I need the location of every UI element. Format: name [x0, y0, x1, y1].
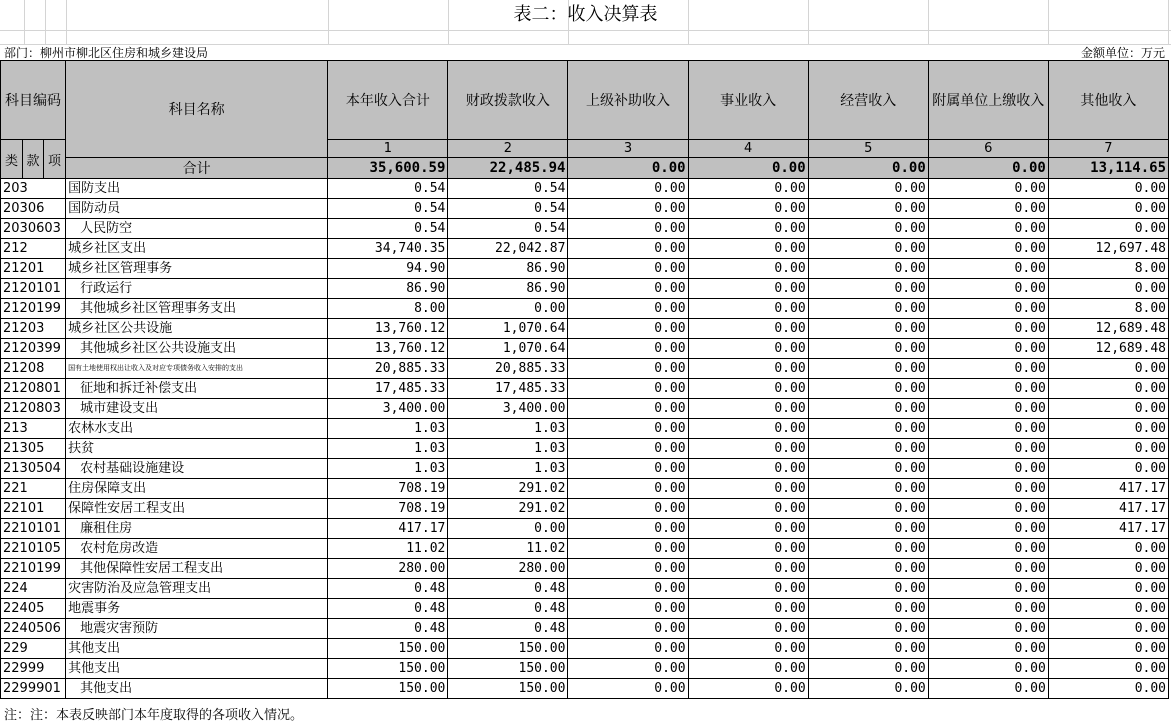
- row-value-1: 8.00: [328, 299, 448, 319]
- row-code: 2210105: [1, 539, 66, 559]
- row-name: 行政运行: [66, 279, 328, 299]
- row-value-6: 0.00: [928, 339, 1048, 359]
- table-body: [1, 179, 1169, 699]
- row-value-3: 0.00: [568, 479, 688, 499]
- total-label: 合计: [66, 158, 328, 179]
- row-value-2: 0.00: [448, 299, 568, 319]
- row-code: 2030603: [1, 219, 66, 239]
- table-row: [1, 579, 1169, 599]
- row-code: 224: [1, 579, 66, 599]
- row-code: 22999: [1, 659, 66, 679]
- table-row: [1, 379, 1169, 399]
- row-value-3: 0.00: [568, 219, 688, 239]
- table-row: [1, 499, 1169, 519]
- row-value-1: 11.02: [328, 539, 448, 559]
- row-value-2: 1,070.64: [448, 339, 568, 359]
- row-value-1: 0.48: [328, 579, 448, 599]
- row-value-6: 0.00: [928, 419, 1048, 439]
- row-code: 213: [1, 419, 66, 439]
- header-col-6: 附属单位上缴收入: [928, 61, 1048, 140]
- table-row: [1, 219, 1169, 239]
- row-value-6: 0.00: [928, 579, 1048, 599]
- row-value-7: 0.00: [1048, 379, 1168, 399]
- row-name: 地震事务: [66, 599, 328, 619]
- row-value-4: 0.00: [688, 579, 808, 599]
- row-value-2: 150.00: [448, 659, 568, 679]
- row-value-1: 150.00: [328, 679, 448, 699]
- col-number-1: 1: [328, 140, 448, 158]
- row-value-7: 417.17: [1048, 519, 1168, 539]
- row-value-5: 0.00: [808, 599, 928, 619]
- row-code: 2240506: [1, 619, 66, 639]
- row-value-3: 0.00: [568, 279, 688, 299]
- table-row: [1, 359, 1169, 379]
- row-value-4: 0.00: [688, 259, 808, 279]
- total-value-7: 13,114.65: [1048, 158, 1168, 179]
- row-value-7: 0.00: [1048, 639, 1168, 659]
- row-value-7: 0.00: [1048, 179, 1168, 199]
- row-value-2: 0.48: [448, 619, 568, 639]
- row-name: 廉租住房: [66, 519, 328, 539]
- row-code: 22405: [1, 599, 66, 619]
- row-value-5: 0.00: [808, 299, 928, 319]
- row-value-7: 0.00: [1048, 359, 1168, 379]
- table-row: [1, 199, 1169, 219]
- row-code: 2120199: [1, 299, 66, 319]
- row-value-2: 291.02: [448, 499, 568, 519]
- row-value-6: 0.00: [928, 599, 1048, 619]
- row-value-4: 0.00: [688, 379, 808, 399]
- table-row: [1, 439, 1169, 459]
- row-value-6: 0.00: [928, 279, 1048, 299]
- row-value-1: 0.54: [328, 199, 448, 219]
- row-value-4: 0.00: [688, 679, 808, 699]
- row-value-5: 0.00: [808, 399, 928, 419]
- row-value-5: 0.00: [808, 259, 928, 279]
- row-value-2: 150.00: [448, 679, 568, 699]
- row-value-6: 0.00: [928, 179, 1048, 199]
- row-value-5: 0.00: [808, 579, 928, 599]
- row-name: 农林水支出: [66, 419, 328, 439]
- row-name: 其他支出: [66, 639, 328, 659]
- row-code: 21208: [1, 359, 66, 379]
- row-value-6: 0.00: [928, 439, 1048, 459]
- row-value-7: 0.00: [1048, 459, 1168, 479]
- row-value-3: 0.00: [568, 339, 688, 359]
- row-value-7: 0.00: [1048, 279, 1168, 299]
- total-value-1: 35,600.59: [328, 158, 448, 179]
- row-value-7: 12,697.48: [1048, 239, 1168, 259]
- row-value-3: 0.00: [568, 299, 688, 319]
- row-value-7: 0.00: [1048, 659, 1168, 679]
- header-name: 科目名称: [66, 61, 328, 158]
- row-value-3: 0.00: [568, 579, 688, 599]
- row-value-1: 13,760.12: [328, 319, 448, 339]
- row-name: 城乡社区公共设施: [66, 319, 328, 339]
- row-value-2: 1,070.64: [448, 319, 568, 339]
- row-value-3: 0.00: [568, 559, 688, 579]
- row-name: 城市建设支出: [66, 399, 328, 419]
- row-name: 其他城乡社区公共设施支出: [66, 339, 328, 359]
- header-col-3: 上级补助收入: [568, 61, 688, 140]
- col-number-4: 4: [688, 140, 808, 158]
- row-value-6: 0.00: [928, 499, 1048, 519]
- row-value-5: 0.00: [808, 219, 928, 239]
- table-row: [1, 299, 1169, 319]
- total-value-6: 0.00: [928, 158, 1048, 179]
- row-code: 221: [1, 479, 66, 499]
- row-value-2: 291.02: [448, 479, 568, 499]
- row-value-2: 0.00: [448, 519, 568, 539]
- row-value-1: 34,740.35: [328, 239, 448, 259]
- row-value-1: 417.17: [328, 519, 448, 539]
- footnote: 注：注：本表反映部门本年度取得的各项收入情况。: [4, 708, 304, 723]
- row-code: 21201: [1, 259, 66, 279]
- row-value-7: 0.00: [1048, 619, 1168, 639]
- row-code: 21203: [1, 319, 66, 339]
- table-row: [1, 239, 1169, 259]
- total-value-2: 22,485.94: [448, 158, 568, 179]
- row-value-6: 0.00: [928, 399, 1048, 419]
- row-value-7: 0.00: [1048, 679, 1168, 699]
- header-code: 科目编码: [1, 61, 66, 140]
- header-lei: 类: [1, 140, 23, 179]
- row-value-4: 0.00: [688, 199, 808, 219]
- row-value-2: 1.03: [448, 459, 568, 479]
- row-value-7: 0.00: [1048, 399, 1168, 419]
- row-value-4: 0.00: [688, 179, 808, 199]
- row-value-4: 0.00: [688, 599, 808, 619]
- row-value-1: 0.48: [328, 619, 448, 639]
- row-name: 住房保障支出: [66, 479, 328, 499]
- row-value-6: 0.00: [928, 259, 1048, 279]
- row-value-1: 708.19: [328, 499, 448, 519]
- row-value-2: 86.90: [448, 279, 568, 299]
- row-value-4: 0.00: [688, 359, 808, 379]
- row-value-2: 20,885.33: [448, 359, 568, 379]
- row-value-3: 0.00: [568, 459, 688, 479]
- row-value-2: 0.54: [448, 199, 568, 219]
- row-value-1: 150.00: [328, 639, 448, 659]
- table-row: [1, 179, 1169, 199]
- row-value-2: 0.54: [448, 219, 568, 239]
- row-value-1: 0.48: [328, 599, 448, 619]
- row-value-5: 0.00: [808, 199, 928, 219]
- row-name: 其他城乡社区管理事务支出: [66, 299, 328, 319]
- row-name: 国防支出: [66, 179, 328, 199]
- header-col-4: 事业收入: [688, 61, 808, 140]
- row-value-3: 0.00: [568, 439, 688, 459]
- row-value-3: 0.00: [568, 359, 688, 379]
- row-value-6: 0.00: [928, 359, 1048, 379]
- row-value-5: 0.00: [808, 339, 928, 359]
- row-value-1: 1.03: [328, 419, 448, 439]
- header-col-5: 经营收入: [808, 61, 928, 140]
- row-value-4: 0.00: [688, 659, 808, 679]
- table-row: [1, 639, 1169, 659]
- total-value-3: 0.00: [568, 158, 688, 179]
- row-value-5: 0.00: [808, 279, 928, 299]
- row-value-3: 0.00: [568, 179, 688, 199]
- row-name: 城乡社区管理事务: [66, 259, 328, 279]
- row-value-4: 0.00: [688, 219, 808, 239]
- row-value-2: 22,042.87: [448, 239, 568, 259]
- row-code: 2120803: [1, 399, 66, 419]
- row-value-1: 3,400.00: [328, 399, 448, 419]
- row-value-1: 20,885.33: [328, 359, 448, 379]
- row-value-2: 280.00: [448, 559, 568, 579]
- table-row: [1, 559, 1169, 579]
- row-value-5: 0.00: [808, 319, 928, 339]
- row-value-2: 3,400.00: [448, 399, 568, 419]
- row-value-5: 0.00: [808, 499, 928, 519]
- income-table: [0, 60, 1169, 699]
- row-value-3: 0.00: [568, 619, 688, 639]
- row-value-4: 0.00: [688, 459, 808, 479]
- unit-label: 金额单位：万元: [1080, 46, 1165, 60]
- row-value-2: 11.02: [448, 539, 568, 559]
- row-value-6: 0.00: [928, 379, 1048, 399]
- row-code: 2120101: [1, 279, 66, 299]
- row-value-5: 0.00: [808, 619, 928, 639]
- row-value-1: 13,760.12: [328, 339, 448, 359]
- table-row: [1, 479, 1169, 499]
- row-value-1: 17,485.33: [328, 379, 448, 399]
- row-value-5: 0.00: [808, 179, 928, 199]
- row-name: 扶贫: [66, 439, 328, 459]
- row-value-2: 86.90: [448, 259, 568, 279]
- row-value-5: 0.00: [808, 659, 928, 679]
- table-row: [1, 399, 1169, 419]
- header-col-1: 本年收入合计: [328, 61, 448, 140]
- col-number-7: 7: [1048, 140, 1168, 158]
- row-value-3: 0.00: [568, 379, 688, 399]
- row-value-7: 417.17: [1048, 499, 1168, 519]
- row-value-5: 0.00: [808, 679, 928, 699]
- row-value-6: 0.00: [928, 479, 1048, 499]
- row-value-6: 0.00: [928, 559, 1048, 579]
- row-value-4: 0.00: [688, 639, 808, 659]
- row-value-4: 0.00: [688, 479, 808, 499]
- row-value-1: 708.19: [328, 479, 448, 499]
- row-value-5: 0.00: [808, 519, 928, 539]
- row-name: 保障性安居工程支出: [66, 499, 328, 519]
- row-value-7: 0.00: [1048, 439, 1168, 459]
- row-code: 2210101: [1, 519, 66, 539]
- row-value-2: 17,485.33: [448, 379, 568, 399]
- row-value-5: 0.00: [808, 539, 928, 559]
- row-value-6: 0.00: [928, 659, 1048, 679]
- row-value-1: 0.54: [328, 219, 448, 239]
- row-value-5: 0.00: [808, 239, 928, 259]
- table-row: [1, 679, 1169, 699]
- row-value-6: 0.00: [928, 539, 1048, 559]
- row-value-4: 0.00: [688, 499, 808, 519]
- row-code: 2299901: [1, 679, 66, 699]
- row-value-6: 0.00: [928, 459, 1048, 479]
- table-row: [1, 599, 1169, 619]
- department-label: 部门：柳州市柳北区住房和城乡建设局: [4, 46, 209, 60]
- row-value-6: 0.00: [928, 519, 1048, 539]
- row-value-2: 150.00: [448, 639, 568, 659]
- row-value-1: 1.03: [328, 459, 448, 479]
- table-row: [1, 279, 1169, 299]
- row-value-2: 0.54: [448, 179, 568, 199]
- row-code: 21305: [1, 439, 66, 459]
- col-number-5: 5: [808, 140, 928, 158]
- row-value-7: 0.00: [1048, 219, 1168, 239]
- row-name: 其他支出: [66, 659, 328, 679]
- row-value-5: 0.00: [808, 639, 928, 659]
- row-value-6: 0.00: [928, 639, 1048, 659]
- row-value-3: 0.00: [568, 499, 688, 519]
- row-value-6: 0.00: [928, 299, 1048, 319]
- row-name: 人民防空: [66, 219, 328, 239]
- table-row: [1, 259, 1169, 279]
- total-row: [1, 158, 1169, 179]
- row-value-7: 8.00: [1048, 259, 1168, 279]
- row-value-3: 0.00: [568, 679, 688, 699]
- row-value-2: 0.48: [448, 579, 568, 599]
- row-value-3: 0.00: [568, 199, 688, 219]
- row-value-5: 0.00: [808, 559, 928, 579]
- row-value-7: 8.00: [1048, 299, 1168, 319]
- row-value-7: 0.00: [1048, 419, 1168, 439]
- row-code: 203: [1, 179, 66, 199]
- row-value-4: 0.00: [688, 619, 808, 639]
- row-value-7: 0.00: [1048, 199, 1168, 219]
- row-value-6: 0.00: [928, 239, 1048, 259]
- row-code: 2130504: [1, 459, 66, 479]
- row-value-1: 0.54: [328, 179, 448, 199]
- row-code: 22101: [1, 499, 66, 519]
- row-value-4: 0.00: [688, 519, 808, 539]
- row-value-7: 0.00: [1048, 559, 1168, 579]
- table-row: [1, 539, 1169, 559]
- header-col-2: 财政拨款收入: [448, 61, 568, 140]
- row-value-3: 0.00: [568, 639, 688, 659]
- row-value-3: 0.00: [568, 659, 688, 679]
- col-number-6: 6: [928, 140, 1048, 158]
- table-row: [1, 339, 1169, 359]
- row-value-4: 0.00: [688, 339, 808, 359]
- row-value-1: 1.03: [328, 439, 448, 459]
- row-value-5: 0.00: [808, 419, 928, 439]
- row-value-5: 0.00: [808, 439, 928, 459]
- row-name: 其他保障性安居工程支出: [66, 559, 328, 579]
- row-name: 地震灾害预防: [66, 619, 328, 639]
- row-name: 国有土地使用权出让收入及对应专项债务收入安排的支出: [66, 359, 328, 379]
- row-name: 城乡社区支出: [66, 239, 328, 259]
- row-value-5: 0.00: [808, 479, 928, 499]
- row-value-5: 0.00: [808, 459, 928, 479]
- header-kuan: 款: [23, 140, 44, 179]
- row-value-7: 0.00: [1048, 599, 1168, 619]
- table-row: [1, 459, 1169, 479]
- row-value-7: 0.00: [1048, 539, 1168, 559]
- header-col-7: 其他收入: [1048, 61, 1168, 140]
- row-value-1: 94.90: [328, 259, 448, 279]
- row-value-3: 0.00: [568, 419, 688, 439]
- row-value-6: 0.00: [928, 219, 1048, 239]
- row-value-3: 0.00: [568, 239, 688, 259]
- row-value-4: 0.00: [688, 539, 808, 559]
- row-value-4: 0.00: [688, 239, 808, 259]
- row-value-7: 417.17: [1048, 479, 1168, 499]
- row-value-6: 0.00: [928, 319, 1048, 339]
- row-value-7: 12,689.48: [1048, 319, 1168, 339]
- table-row: [1, 619, 1169, 639]
- row-value-4: 0.00: [688, 559, 808, 579]
- total-value-4: 0.00: [688, 158, 808, 179]
- row-value-4: 0.00: [688, 299, 808, 319]
- row-value-1: 86.90: [328, 279, 448, 299]
- table-row: [1, 659, 1169, 679]
- row-value-6: 0.00: [928, 199, 1048, 219]
- header-row: [1, 61, 1169, 140]
- row-name: 其他支出: [66, 679, 328, 699]
- col-number-3: 3: [568, 140, 688, 158]
- row-code: 2120399: [1, 339, 66, 359]
- row-value-3: 0.00: [568, 319, 688, 339]
- table-row: [1, 319, 1169, 339]
- row-value-1: 280.00: [328, 559, 448, 579]
- row-value-3: 0.00: [568, 399, 688, 419]
- row-value-4: 0.00: [688, 279, 808, 299]
- page-title: 表二：收入决算表: [513, 4, 658, 25]
- row-value-2: 0.48: [448, 599, 568, 619]
- row-value-4: 0.00: [688, 439, 808, 459]
- row-value-5: 0.00: [808, 379, 928, 399]
- header-xiang: 项: [44, 140, 66, 179]
- row-code: 2210199: [1, 559, 66, 579]
- row-code: 2120801: [1, 379, 66, 399]
- row-value-3: 0.00: [568, 259, 688, 279]
- row-name: 农村危房改造: [66, 539, 328, 559]
- row-name: 征地和拆迁补偿支出: [66, 379, 328, 399]
- table-row: [1, 419, 1169, 439]
- row-name: 灾害防治及应急管理支出: [66, 579, 328, 599]
- row-value-3: 0.00: [568, 519, 688, 539]
- row-code: 20306: [1, 199, 66, 219]
- row-value-4: 0.00: [688, 419, 808, 439]
- row-code: 212: [1, 239, 66, 259]
- row-name: 农村基础设施建设: [66, 459, 328, 479]
- row-value-4: 0.00: [688, 399, 808, 419]
- row-value-2: 1.03: [448, 439, 568, 459]
- col-number-2: 2: [448, 140, 568, 158]
- row-value-7: 12,689.48: [1048, 339, 1168, 359]
- row-value-6: 0.00: [928, 619, 1048, 639]
- row-value-7: 0.00: [1048, 579, 1168, 599]
- row-value-1: 150.00: [328, 659, 448, 679]
- row-value-6: 0.00: [928, 679, 1048, 699]
- row-value-3: 0.00: [568, 539, 688, 559]
- table-row: [1, 519, 1169, 539]
- row-value-5: 0.00: [808, 359, 928, 379]
- row-name: 国防动员: [66, 199, 328, 219]
- row-code: 229: [1, 639, 66, 659]
- row-value-2: 1.03: [448, 419, 568, 439]
- row-value-3: 0.00: [568, 599, 688, 619]
- total-value-5: 0.00: [808, 158, 928, 179]
- row-value-4: 0.00: [688, 319, 808, 339]
